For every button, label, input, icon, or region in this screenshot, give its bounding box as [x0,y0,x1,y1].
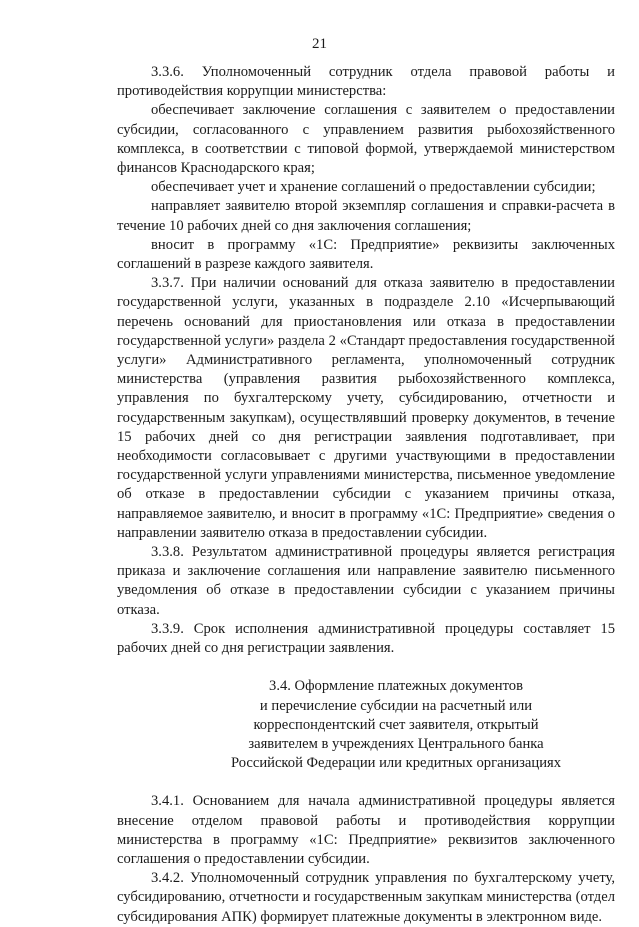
section-title-line: 3.4. Оформление платежных документов [269,678,523,695]
paragraph-1c-entry: вносит в программу «1С: Предприятие» реквизиты заключенных соглашений в разрезе каждого заявителя. [117,236,615,273]
paragraph-3-3-9: 3.3.9. Срок исполнения административной процедуры составляет 15 рабочих дней со дня регистрации заявления. [117,620,615,657]
section-title-line: корреспондентский счет заявителя, открытый [253,716,539,733]
paragraph-send-copy: направляет заявителю второй экземпляр соглашения и справки-расчета в течение 10 рабочих дней со дня заключения соглашения; [117,198,615,234]
paragraph-3-3-8: 3.3.8. Результатом административной процедуры является регистрация приказа и заключение соглашения или направление заявителю письменного уведомления об отказе в предоставлении субсидии с указанием причины отказа. [117,544,615,618]
section-title-line: заявителем в учреждениях Центрального банка [248,735,544,752]
document-body [117,63,615,927]
paragraph-agreement-conclusion: обеспечивает заключение соглашения с заявителем о предоставлении субсидии, согласованного с управлением развития рыбохозяйственного комплекса, в соответствии с типовой формой, утверждаемой министерством финансов Краснодарского края; [117,102,615,177]
paragraph-agreement-storage: обеспечивает учет и хранение соглашений о предоставлении субсидии; [151,179,596,196]
section-title-line: Российской Федерации или кредитных организациях [230,755,562,772]
paragraph-3-4-2: 3.4.2. Уполномоченный сотрудник управления по бухгалтерскому учету, субсидированию, отчетности и государственным закупкам министерства (отдел субсидирования АПК) формирует платежные документы в электронном виде. [117,870,615,925]
paragraph-3-3-7: 3.3.7. При наличии оснований для отказа заявителю в предоставлении государственной услуги, указанных в подразделе 2.10 «Исчерпывающий перечень оснований для приостановления или отказа в предоставлении государственной услуги» раздела 2 «Стандарт предоставления государственной услуги» Административного регламента, уполномоченный сотрудник министерства (управления развития рыбохозяйственного комплекса, управления по бухгалтерскому учету, субсидированию, отчетности и государственным закупкам), осуществлявший проверку документов, в течение 15 рабочих дней со дня регистрации заявления подготавливает, при необходимости согласовывает с другими участвующими в предоставлении государственной услуги управлениями министерства, письменное уведомление об отказе в предоставлении субсидии с указанием причины отказа, направляемое заявителю, и вносит в программу «1С: Предприятие» сведения о направлении заявителю отказа в предоставлении субсидии. [117,275,615,541]
paragraph-3-4-1: 3.4.1. Основанием для начала административной процедуры является внесение отделом правовой работы и противодействия коррупции министерства в программу «1С: Предприятие» реквизитов заключенного соглашения о предоставлении субсидии. [117,793,615,867]
section-title-line: и перечисление субсидии на расчетный или [259,697,533,714]
paragraph-3-3-6: 3.3.6. Уполномоченный сотрудник отдела правовой работы и противодействия коррупции министерства: [117,64,615,100]
section-title-3-4 [117,677,615,773]
page-number: 21 [312,36,327,52]
